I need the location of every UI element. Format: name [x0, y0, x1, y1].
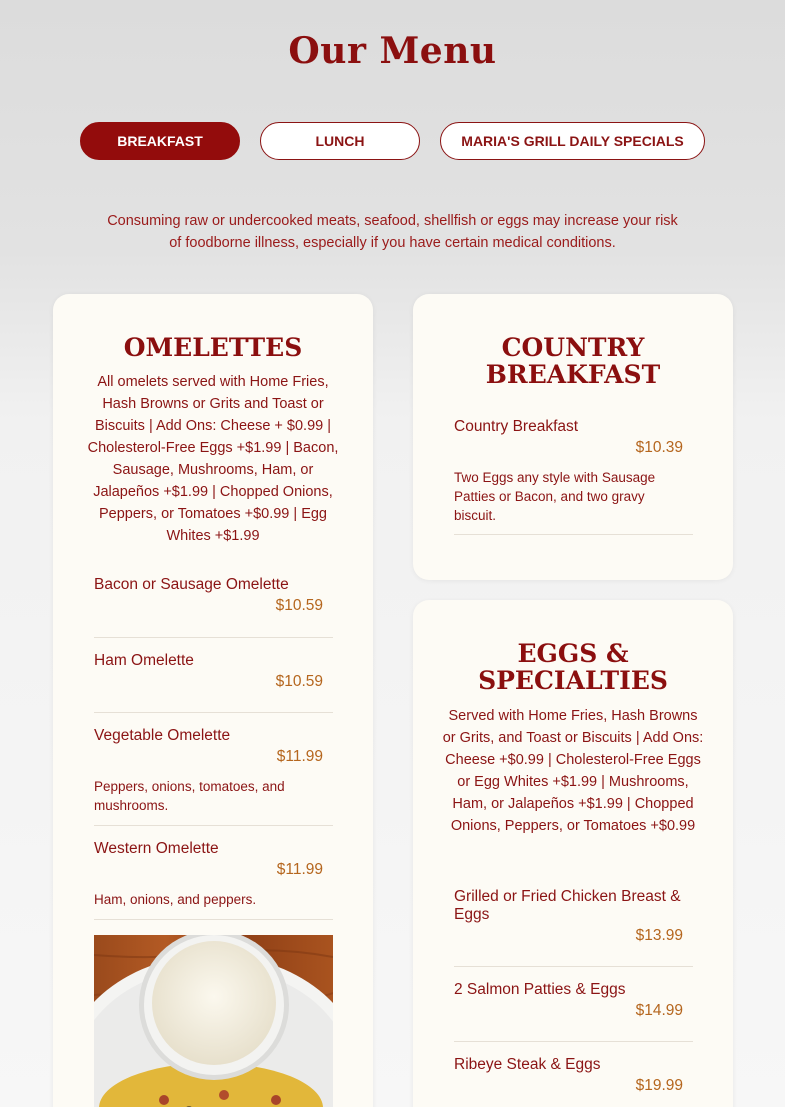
menu-item-price: $11.99 — [276, 748, 323, 765]
omelettes-title: OMELETTES — [123, 333, 303, 362]
omelettes-card — [53, 294, 373, 1107]
tab-breakfast[interactable]: BREAKFAST — [80, 122, 240, 160]
menu-item-name: Bacon or Sausage Omelette — [94, 576, 289, 593]
menu-item[interactable] — [454, 888, 693, 967]
country-breakfast-title: COUNTRY BREAKFAST — [485, 333, 661, 389]
menu-item-name: Country Breakfast — [454, 418, 579, 435]
menu-item-price: $13.99 — [635, 927, 683, 944]
menu-item-name: Western Omelette — [94, 840, 219, 857]
menu-item-price: $10.59 — [275, 673, 323, 690]
page-title: Our Menu — [288, 30, 497, 72]
menu-item[interactable] — [454, 981, 693, 1042]
menu-item-price: $14.99 — [635, 1002, 683, 1019]
menu-item[interactable] — [94, 576, 333, 638]
menu-item-description: Ham, onions, and peppers. — [94, 892, 257, 907]
menu-item[interactable] — [94, 840, 333, 920]
menu-item-description: Peppers, onions, tomatoes, and mushrooms. — [94, 779, 285, 813]
eggs-specialties-card — [413, 600, 733, 1107]
menu-item-name: Grilled or Fried Chicken Breast & Eggs — [454, 888, 681, 923]
menu-item-price: $10.39 — [635, 439, 683, 456]
country-breakfast-card — [413, 294, 733, 580]
menu-item[interactable] — [94, 727, 333, 826]
menu-item-description: Two Eggs any style with Sausage Patties or Bacon, and two gravy biscuit. — [454, 470, 656, 523]
omelettes-description: All omelets served with Home Fries, Hash Browns or Grits and Toast or Biscuits | Add Ons: Cheese + $0.99 | Cholesterol-Free Eggs +$1.99 | Bacon, Sausage, Mushrooms, Ham, or Jalapeños +$1.99 | Chopped Onions, Peppers, or Tomatoes +$0.99 | Egg Whites +$1.99 — [87, 374, 339, 544]
tab-lunch[interactable]: LUNCH — [260, 122, 420, 160]
menu-tabs — [0, 122, 785, 160]
menu-item[interactable] — [454, 1056, 693, 1107]
menu-item-name: 2 Salmon Patties & Eggs — [454, 981, 626, 998]
tab-daily-specials[interactable]: MARIA'S GRILL DAILY SPECIALS — [440, 122, 705, 160]
eggs-specialties-description: Served with Home Fries, Hash Browns or Grits, and Toast or Biscuits | Add Ons: Cheese +$0.99 | Cholesterol-Free Eggs or Egg Whites +$1.99 | Mushrooms, Ham, or Jalapeños +$1.99 | Chopped Onions, Peppers, or Tomatoes +$0.99 — [442, 708, 704, 834]
eggs-specialties-title: EGGS & SPECIALTIES — [478, 639, 668, 695]
omelette-plate-image — [94, 935, 333, 1107]
menu-item-price: $10.59 — [275, 597, 323, 614]
menu-item[interactable] — [94, 652, 333, 713]
omelette-photo — [94, 935, 333, 1107]
menu-item-name: Vegetable Omelette — [94, 727, 231, 744]
menu-item-name: Ham Omelette — [94, 652, 194, 669]
menu-item[interactable] — [454, 418, 693, 535]
menu-item-price: $19.99 — [635, 1077, 683, 1094]
food-safety-warning: Consuming raw or undercooked meats, seafood, shellfish or eggs may increase your risk of foodborne illness, especially if you have certain medical conditions. — [107, 213, 678, 251]
menu-item-name: Ribeye Steak & Eggs — [454, 1056, 601, 1073]
menu-item-price: $11.99 — [276, 861, 323, 878]
